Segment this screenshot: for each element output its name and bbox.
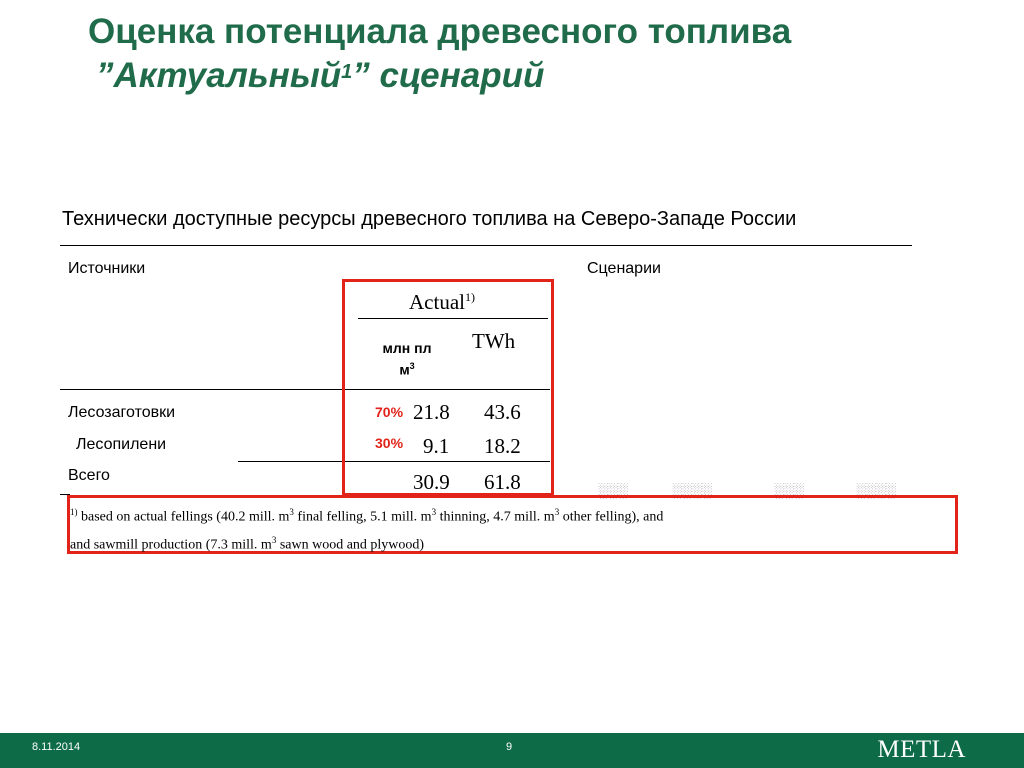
unit-energy-header: TWh	[472, 329, 516, 353]
table-top-rule	[60, 245, 912, 246]
row-label-total: Всего	[68, 467, 110, 484]
slide-title-line2-prefix: ”Актуальный	[96, 56, 342, 95]
footnote-line1	[70, 507, 663, 526]
actual-scenario-highlight-box	[342, 279, 554, 496]
row-volume-sawmill: 9.1	[423, 434, 450, 458]
scenario-name: Actual	[409, 290, 465, 314]
scenario-footnote-mark: 1)	[464, 290, 475, 304]
footnote-text: final felling, 5.1 mill. m	[293, 509, 432, 525]
footnote-superscript: 3	[289, 507, 294, 517]
unit-volume-line1: млн пл	[382, 340, 432, 356]
column-header-sources: Источники	[68, 260, 146, 277]
row-share-sawmill: 30%	[375, 435, 404, 451]
unit-volume-sup: 3	[409, 361, 415, 371]
footer-bar	[0, 733, 1024, 768]
unit-volume-line2: м	[399, 361, 410, 378]
slide-title-line2-suffix: ” сценарий	[352, 56, 545, 95]
slide-title	[88, 10, 791, 98]
footnote-superscript: 3	[431, 507, 437, 517]
row-energy-total: 61.8	[484, 470, 521, 494]
footnote-text: and sawmill production (7.3 mill. m	[70, 537, 272, 553]
footnote-marker: 1)	[70, 507, 78, 517]
slide-title-line1: Оценка потенциала древесного топлива	[88, 12, 792, 51]
row-energy-sawmill: 18.2	[484, 434, 521, 458]
row-energy-logging: 43.6	[484, 400, 521, 424]
table-title: Технически доступные ресурсы древесного топлива на Северо-Западе России	[62, 208, 797, 230]
footnote-text: sawn wood and plywood)	[276, 537, 425, 553]
page-number: 9	[506, 741, 513, 753]
clipped-text-remnant: ░░░░	[672, 482, 712, 498]
row-share-logging: 70%	[375, 404, 404, 420]
metla-logo: METLA	[877, 736, 966, 763]
row-volume-logging: 21.8	[413, 400, 450, 424]
footnote-text: other felling), and	[559, 509, 664, 525]
column-header-scenarios: Сценарии	[587, 260, 661, 277]
clipped-text-remnant: ░░░░	[856, 482, 896, 498]
footnote-superscript: 3	[554, 507, 560, 517]
clipped-text-remnant: ░░░	[774, 482, 804, 498]
footnote-text: thinning, 4.7 mill. m	[436, 509, 555, 525]
footnote-superscript: 3	[271, 535, 277, 545]
slide-title-footnote-mark: 1	[341, 61, 353, 83]
footnote-line2	[70, 535, 424, 554]
clipped-text-remnant: ░░░	[598, 482, 628, 498]
footer-date: 8.11.2014	[32, 741, 81, 753]
row-label-logging: Лесозаготовки	[68, 404, 176, 421]
row-label-sawmill: Лесопилени	[76, 436, 167, 453]
footnote-text: based on actual fellings (40.2 mill. m	[77, 509, 290, 525]
row-volume-total: 30.9	[413, 470, 450, 494]
slide-title-line2	[88, 54, 791, 98]
